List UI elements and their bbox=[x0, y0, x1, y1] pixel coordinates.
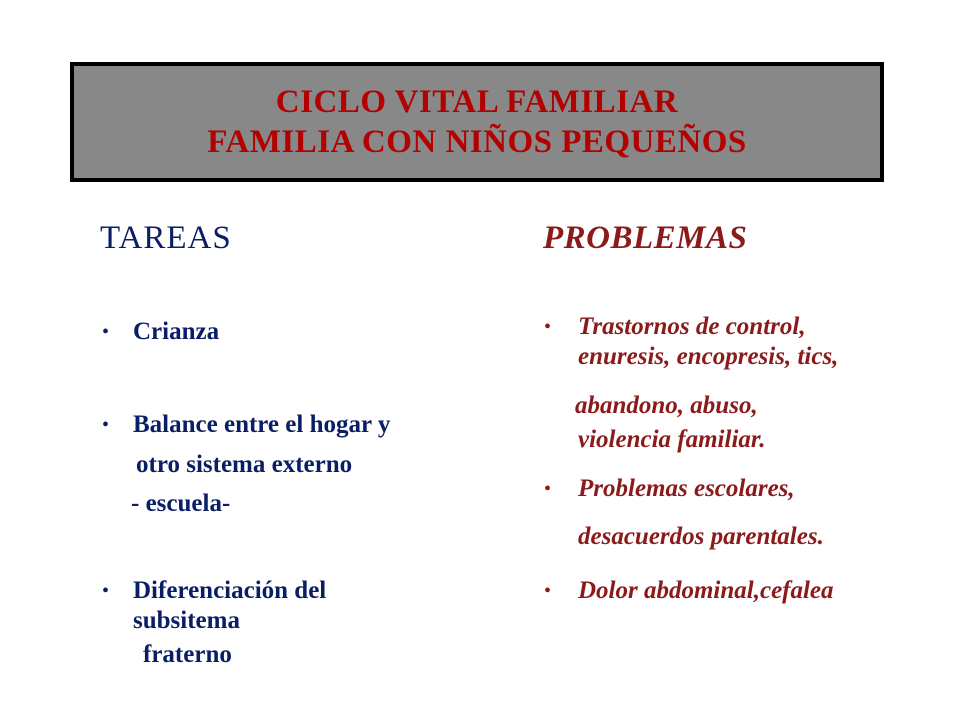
problemas-item-2-line-2: desacuerdos parentales. bbox=[578, 523, 824, 550]
bullet-icon: • bbox=[102, 321, 110, 343]
problemas-heading: PROBLEMAS bbox=[543, 220, 748, 256]
tareas-item-3-line-3: fraterno bbox=[143, 641, 232, 668]
title-line-2: FAMILIA CON NIÑOS PEQUEÑOS bbox=[207, 124, 747, 160]
tareas-heading: TAREAS bbox=[100, 220, 232, 256]
tareas-item-2-line-1: Balance entre el hogar y bbox=[133, 411, 391, 438]
problemas-item-1-line-1: Trastornos de control, bbox=[578, 313, 806, 340]
problemas-item-1-line-4: violencia familiar. bbox=[578, 426, 766, 453]
title-box bbox=[70, 62, 884, 182]
bullet-icon: • bbox=[544, 580, 552, 602]
problemas-item-1-line-2: enuresis, encopresis, tics, bbox=[578, 343, 839, 370]
tareas-item-2-line-3: - escuela- bbox=[131, 490, 231, 517]
tareas-item-3-line-2: subsitema bbox=[133, 607, 240, 634]
bullet-icon: • bbox=[544, 478, 552, 500]
tareas-item-2-line-2: otro sistema externo bbox=[136, 451, 353, 478]
title-line-1: CICLO VITAL FAMILIAR bbox=[275, 84, 679, 120]
problemas-item-1-line-3: abandono, abuso, bbox=[575, 392, 758, 419]
bullet-icon: • bbox=[544, 316, 552, 338]
bullet-icon: • bbox=[102, 414, 110, 436]
problemas-item-2-line-1: Problemas escolares, bbox=[578, 475, 795, 502]
problemas-item-3-line-1: Dolor abdominal,cefalea bbox=[578, 577, 834, 604]
tareas-item-3-line-1: Diferenciación del bbox=[133, 577, 327, 604]
tareas-item-1-line-1: Crianza bbox=[133, 318, 220, 345]
bullet-icon: • bbox=[102, 580, 110, 602]
